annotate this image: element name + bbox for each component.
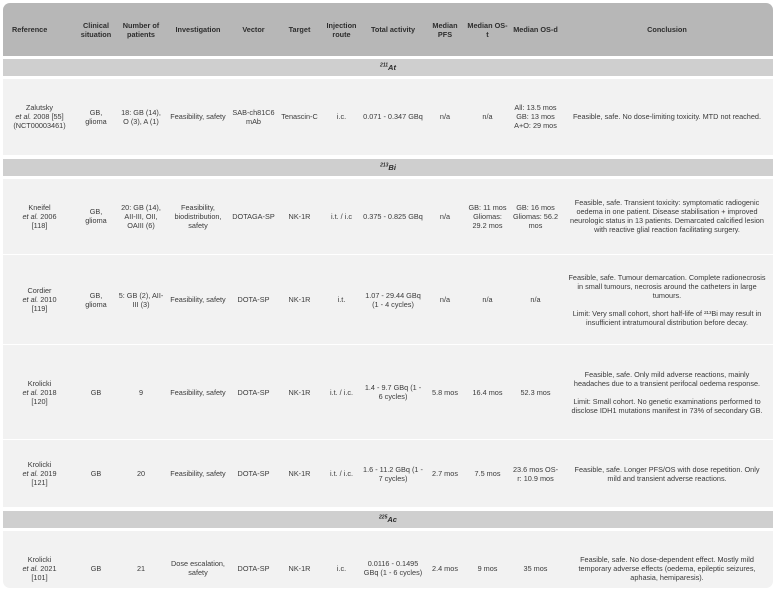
table-row [3,255,773,345]
ref-extra: [121] [31,478,48,487]
ref-etal: et al. [22,211,39,221]
conclusion-cell [561,255,773,345]
total-activity-cell: 1.07 - 29.44 GBq (1 - 4 cycles) [361,255,425,345]
ref-etal: et al. [22,563,39,573]
ref-etal: et al. [22,469,39,478]
vector-cell: SAB-ch81C6 mAb [230,79,277,155]
conclusion-paragraph: Limit: Small cohort. No genetic examinations performed to disclose IDH1 mutations manifest in 73% of secondary GB. [571,396,763,415]
reference-cell [3,79,76,155]
clinical-trials-table [3,3,773,588]
patients-cell: 18: GB (14), O (3), A (1) [116,79,166,155]
reference-cell [3,255,76,345]
median-os-t-cell: 7.5 mos [465,440,510,508]
patients-cell: 20 [116,440,166,508]
ref-author: Krolicki [27,378,52,388]
vector-cell: DOTA-SP [230,255,277,345]
vector-cell: DOTAGA-SP [230,179,277,255]
ref-extra: [101] [31,572,48,582]
investigation-cell: Feasibility, safety [166,440,230,508]
investigation-cell: Feasibility, safety [166,345,230,440]
conclusion-cell [561,440,773,508]
reference-cell [3,440,76,508]
target-cell: NK-1R [277,179,322,255]
total-activity-cell: 1.4 - 9.7 GBq (1 - 6 cycles) [361,345,425,440]
median-os-d-cell: All: 13.5 mos GB: 13 mos A+O: 29 mos [510,79,561,155]
investigation-cell: Dose escalation, safety [166,531,230,588]
median-pfs-cell: 5.8 mos [425,345,465,440]
median-pfs-cell: 2.7 mos [425,440,465,508]
vector-cell: DOTA-SP [230,531,277,588]
injection-route-cell: i.t. / i.c [322,179,361,255]
reference-cell [3,179,76,255]
header-row [3,3,773,56]
total-activity-cell: 0.0116 - 0.1495 GBq (1 - 6 cycles) [361,531,425,588]
median-os-t-cell: GB: 11 mos Gliomas: 29.2 mos [465,179,510,255]
target-cell: NK-1R [277,531,322,588]
header-cell: Injection route [322,3,361,56]
conclusion-paragraph: Feasible, safe. No dose-dependent effect. Mostly mild temporary adverse effects (oedema, epileptic seizures, aphasia, hemiparesis). [578,554,756,582]
conclusion-paragraph: Feasible, safe. Tumour demarcation. Complete radionecrosis in small tumours, necrosis around the catheters in large tumours. [568,272,766,300]
target-cell: Tenascin-C [277,79,322,155]
section-header-row [3,159,773,176]
conclusion-cell [561,531,773,588]
clinical-situation-cell: GB [76,345,116,440]
header-cell: Investigation [166,3,230,56]
ref-year: 2010 [38,295,57,304]
investigation-cell: Feasibility, safety [166,79,230,155]
isotope-mass: 225 [379,514,388,521]
section-header-row [3,511,773,528]
injection-route-cell: i.c. [322,79,361,155]
isotope-symbol: Ac [387,515,397,524]
median-os-t-cell: n/a [465,79,510,155]
clinical-situation-cell: GB [76,440,116,508]
injection-route-cell: i.t. / i.c. [322,345,361,440]
total-activity-cell: 0.375 - 0.825 GBq [361,179,425,255]
median-os-d-cell: 52.3 mos [510,345,561,440]
target-cell: NK-1R [277,255,322,345]
conclusion-cell [561,179,773,255]
total-activity-cell: 1.6 - 11.2 GBq (1 - 7 cycles) [361,440,425,508]
conclusion-cell [561,345,773,440]
header-cell: Target [277,3,322,56]
ref-author: Zalutsky [25,103,54,113]
target-cell: NK-1R [277,440,322,508]
injection-route-cell: i.t. / i.c. [322,440,361,508]
ref-year: 2021 [38,563,57,573]
median-os-t-cell: 9 mos [465,531,510,588]
injection-route-cell: i.c. [322,531,361,588]
isotope-symbol: Bi [388,162,396,172]
vector-cell: DOTA-SP [230,440,277,508]
median-os-d-cell: n/a [510,255,561,345]
median-os-d-cell: 35 mos [510,531,561,588]
table-frame [3,3,773,588]
conclusion-paragraph: Feasible, safe. No dose-limiting toxicity. MTD not reached. [572,112,762,122]
table-row [3,440,773,508]
ref-extra: (NCT00003461) [13,121,66,131]
header-cell: Vector [230,3,277,56]
conclusion-cell [561,79,773,155]
table-row [3,79,773,155]
ref-etal: et al. [22,295,39,304]
ref-author: Cordier [27,286,52,295]
reference-cell [3,345,76,440]
ref-extra: [120] [31,396,48,406]
vector-cell: DOTA-SP [230,345,277,440]
conclusion-paragraph: Limit: Very small cohort, short half-life of ²¹³Bi may result in insufficient intratumoural distribution before decay. [572,308,762,327]
ref-year: 2019 [38,469,57,478]
header-cell: Median OS-t [465,3,510,56]
table-body [3,56,773,588]
ref-etal: et al. [22,387,39,397]
clinical-situation-cell: GB, glioma [76,255,116,345]
conclusion-paragraph: Feasible, safe. Only mild adverse reactions, mainly headaches due to a transient perifocal oedema response. [573,369,761,388]
median-os-d-cell: GB: 16 mos Gliomas: 56.2 mos [510,179,561,255]
ref-author: Krolicki [27,554,52,564]
reference-cell [3,531,76,588]
total-activity-cell: 0.071 - 0.347 GBq [361,79,425,155]
clinical-situation-cell: GB, glioma [76,179,116,255]
median-os-d-cell: 23.6 mos OS-r: 10.9 mos [510,440,561,508]
table-row [3,345,773,440]
ref-year: 2018 [38,387,57,397]
median-pfs-cell: n/a [425,255,465,345]
ref-year: 2008 [55] [31,112,64,122]
header-cell: Total activity [361,3,425,56]
ref-etal: et al. [15,112,32,122]
ref-extra: [118] [31,220,48,230]
header-cell: Conclusion [561,3,773,56]
median-pfs-cell: n/a [425,179,465,255]
conclusion-paragraph: Feasible, safe. Longer PFS/OS with dose repetition. Only mild and transient adverse reactions. [574,464,760,483]
ref-author: Krolicki [27,460,52,469]
median-pfs-cell: n/a [425,79,465,155]
header-cell: Clinical situation [76,3,116,56]
patients-cell: 21 [116,531,166,588]
table-row [3,179,773,255]
header-cell: Median OS-d [510,3,561,56]
header-cell: Reference [3,3,76,56]
investigation-cell: Feasibility, biodistribution, safety [166,179,230,255]
ref-extra: [119] [31,304,48,313]
isotope-mass: 213 [380,162,389,168]
median-os-t-cell: 16.4 mos [465,345,510,440]
patients-cell: 20: GB (14), AII-III, OII, OAIII (6) [116,179,166,255]
median-os-t-cell: n/a [465,255,510,345]
target-cell: NK-1R [277,345,322,440]
isotope-label [3,159,773,176]
isotope-symbol: At [388,63,396,72]
investigation-cell: Feasibility, safety [166,255,230,345]
injection-route-cell: i.t. [322,255,361,345]
table-row [3,531,773,588]
isotope-label [3,59,773,76]
patients-cell: 9 [116,345,166,440]
conclusion-paragraph: Feasible, safe. Transient toxicity: symptomatic radiogenic oedema in one patient. Disease stabilisation + improved neurologic status in 13 patients. Demarcated calcified lesion with reactive glial reaction facilitating surgery. [570,198,764,235]
header-cell: Median PFS [425,3,465,56]
ref-year: 2006 [38,211,57,221]
clinical-situation-cell: GB, glioma [76,79,116,155]
header-cell: Number of patients [116,3,166,56]
isotope-label [3,511,773,528]
median-pfs-cell: 2.4 mos [425,531,465,588]
section-header-row [3,59,773,76]
isotope-mass: 211 [380,62,389,69]
ref-author: Kneifel [28,202,51,212]
clinical-situation-cell: GB [76,531,116,588]
patients-cell: 5: GB (2), AII-III (3) [116,255,166,345]
